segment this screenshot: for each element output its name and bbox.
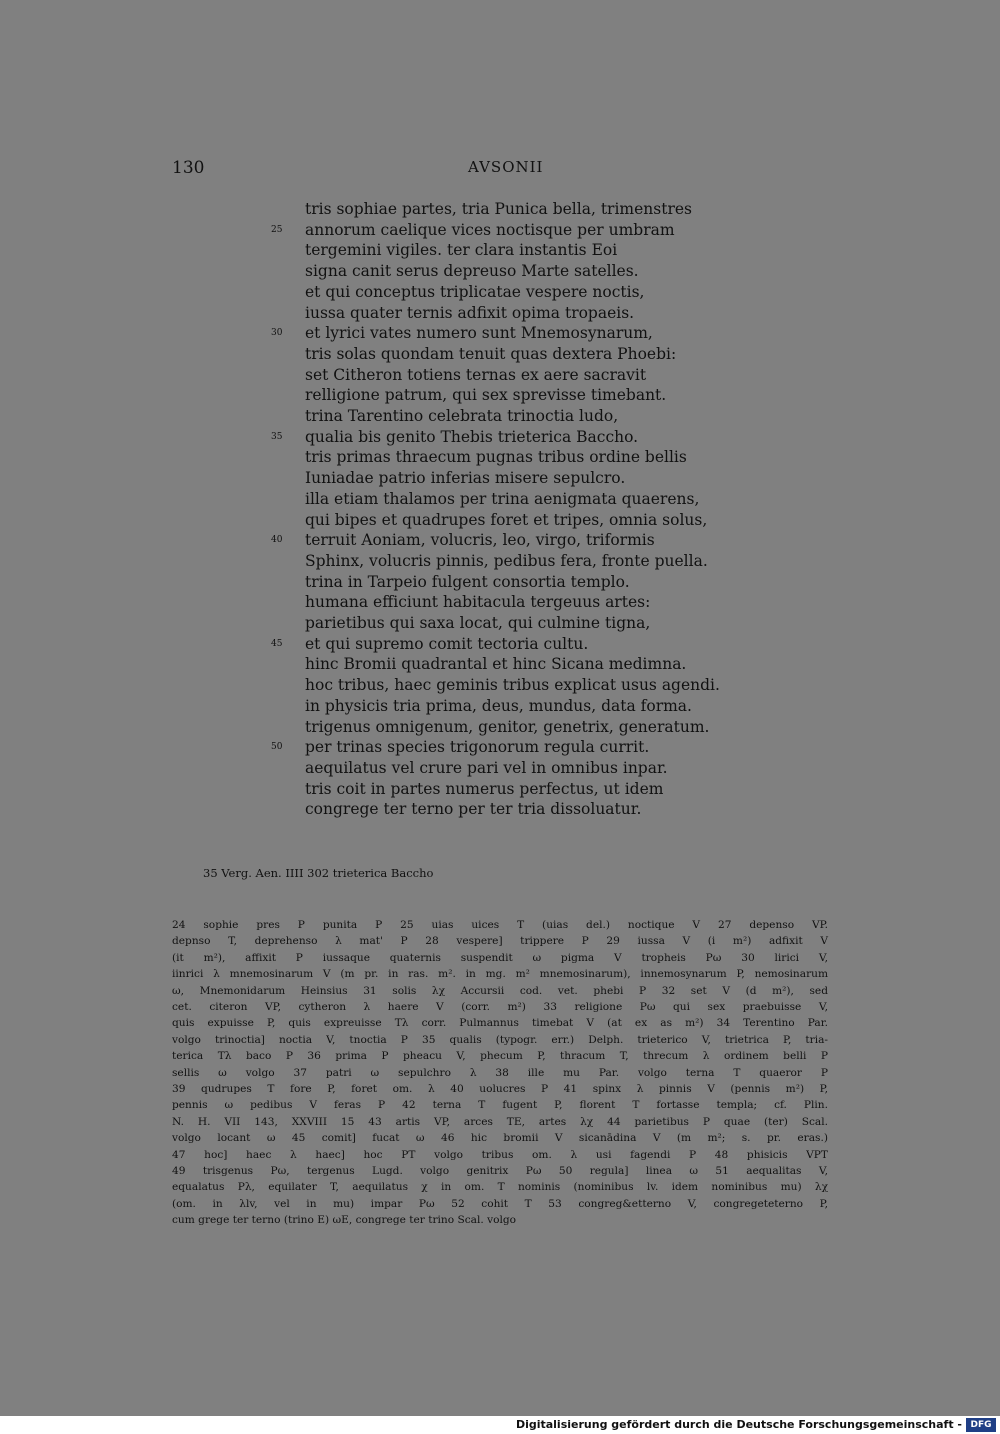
- line-number: 35: [271, 431, 283, 442]
- apparatus-line: equalatus Pλ, equilater T, aequilatus χ in om. T nominis (nominibus lv. idem nominibus mu) λχ: [172, 1181, 828, 1194]
- verse-line: Iuniadae patrio inferias misere sepulcro.: [305, 469, 626, 488]
- verse-line: tris primas thraecum pugnas tribus ordine bellis: [305, 448, 687, 467]
- apparatus-line: sellis ω volgo 37 patri ω sepulchro λ 38 ille mu Par. volgo terna T quaeror P: [172, 1066, 828, 1079]
- verse-line: hinc Bromii quadrantal et hinc Sicana medimna.: [305, 655, 687, 674]
- verse-line: in physicis tria prima, deus, mundus, data forma.: [305, 696, 692, 715]
- line-number: 30: [271, 328, 283, 339]
- line-number: 25: [271, 224, 283, 235]
- apparatus-line: pennis ω pedibus V feras P 42 terna T fugent P, florent T fortasse templa; cf. Plin.: [172, 1099, 828, 1112]
- verse-line: iussa quater ternis adfixit opima tropaeis.: [305, 303, 635, 322]
- apparatus-line: cum grege ter terno (trino E) ωE, congrege ter trino Scal. volgo: [172, 1214, 517, 1227]
- verse-line: congrege ter terno per ter tria dissoluatur.: [305, 800, 642, 819]
- verse-line: hoc tribus, haec geminis tribus explicat usus agendi.: [305, 676, 720, 695]
- verse-line: et lyrici vates numero sunt Mnemosynarum,: [305, 324, 653, 343]
- apparatus-line: N. H. VII 143, XXVIII 15 43 artis VP, arces TE, artes λχ 44 parietibus P quae (ter) Scal.: [172, 1115, 828, 1128]
- line-number: 50: [271, 742, 283, 753]
- running-title: AVSONII: [468, 158, 544, 176]
- verse-line: trigenus omnigenum, genitor, genetrix, generatum.: [305, 717, 710, 736]
- dfg-logo: DFG: [966, 1418, 996, 1432]
- verse-line: relligione patrum, qui sex sprevisse timebant.: [305, 386, 667, 405]
- apparatus-line: 49 trisgenus Pω, tergenus Lugd. volgo genitrix Pω 50 regula] linea ω 51 aequalitas V,: [172, 1165, 828, 1177]
- verse-line: humana efficiunt habitacula tergeuus artes:: [305, 593, 651, 612]
- apparatus-line: volgo locant ω 45 comit] fucat ω 46 hic bromii V sicanādina V (m m²; s. pr. eras.): [172, 1132, 828, 1145]
- verse-line: terruit Aoniam, volucris, leo, virgo, triformis: [305, 531, 655, 550]
- verse-line: trina Tarentino celebrata trinoctia ludo,: [305, 407, 619, 425]
- verse-line: et qui conceptus triplicatae vespere noctis,: [305, 282, 645, 301]
- apparatus-line: terica Tλ baco P 36 prima P pheacu V, phecum P, thracum T, threcum λ ordinem belli P: [172, 1050, 828, 1063]
- line-number: 40: [271, 535, 283, 546]
- verse-line: tris coit in partes numerus perfectus, ut idem: [305, 779, 664, 798]
- apparatus-line: depnso T, deprehenso λ mat' P 28 vespere] trippere P 29 iussa V (i m²) adfixit V: [172, 935, 828, 948]
- line-number: 45: [271, 638, 283, 649]
- verse-line: parietibus qui saxa locat, qui culmine tigna,: [305, 614, 651, 632]
- apparatus-line: ω, Mnemonidarum Heinsius 31 solis λχ Accursii cod. vet. phebi P 32 set V (d m²), sed: [172, 984, 828, 997]
- footer-bar: [0, 1416, 1000, 1434]
- verse-line: illa etiam thalamos per trina aenigmata quaerens,: [305, 489, 700, 508]
- verse-line: et qui supremo comit tectoria cultu.: [305, 634, 589, 653]
- verse-line: per trinas species trigonorum regula currit.: [305, 738, 650, 757]
- apparatus-line: 24 sophie pres P punita P 25 uias uices T (uias del.) noctique V 27 depenso VP.: [172, 919, 828, 931]
- apparatus-line: 39 qudrupes T fore P, foret om. λ 40 uolucres P 41 spinx λ pinnis V (pennis m²) P,: [172, 1083, 828, 1095]
- verse-line: aequilatus vel crure pari vel in omnibus inpar.: [305, 758, 668, 777]
- apparatus-fontium: 35 Verg. Aen. IIII 302 trieterica Baccho: [203, 866, 434, 880]
- apparatus-line: iinrici λ mnemosinarum V (m pr. in ras. m². in mg. m² mnemosinarum), innemosynarum P, nemosinarum: [172, 968, 828, 981]
- apparatus-line: 47 hoc] haec λ haec] hoc PT volgo tribus om. λ usi fagendi P 48 phisicis VPT: [172, 1148, 828, 1161]
- verse-line: set Citheron totiens ternas ex aere sacravit: [305, 365, 647, 384]
- verse-line: qui bipes et quadrupes foret et tripes, omnia solus,: [305, 510, 708, 529]
- apparatus-line: (om. in λlv, vel in mu) impar Pω 52 cohit T 53 congreg&etterno V, congregeteterno P,: [172, 1197, 828, 1210]
- footer-credit: Digitalisierung gefördert durch die Deutsche Forschungsgemeinschaft -: [515, 1418, 962, 1431]
- verse-line: signa canit serus depreuso Marte satelles.: [305, 262, 639, 281]
- verse-line: Sphinx, volucris pinnis, pedibus fera, fronte puella.: [305, 551, 708, 570]
- verse-line: trina in Tarpeio fulgent consortia templo.: [305, 572, 630, 591]
- verse-line: qualia bis genito Thebis trieterica Baccho.: [305, 427, 639, 446]
- page-number: 130: [172, 158, 205, 178]
- apparatus-line: cet. citeron VP, cytheron λ haere V (corr. m²) 33 religione Pω qui sex praebuisse V,: [172, 1001, 828, 1013]
- verse-line: tris solas quondam tenuit quas dextera Phoebi:: [305, 344, 677, 363]
- apparatus-line: volgo trinoctia] noctia V, tnoctia P 35 qualis (typogr. err.) Delph. trieterico V, trietrica P, tria-: [172, 1033, 828, 1046]
- verse-line: tergemini vigiles. ter clara instantis Eoi: [305, 241, 618, 260]
- apparatus-line: (it m²), affixit P iussaque quaternis suspendit ω pigma V tropheis Pω 30 lirici V,: [172, 951, 828, 964]
- verse-line: annorum caelique vices noctisque per umbram: [305, 220, 675, 239]
- verse-line: tris sophiae partes, tria Punica bella, trimenstres: [305, 200, 692, 218]
- apparatus-line: quis expuisse P, quis expreuisse Tλ corr. Pulmannus timebat V (at ex as m²) 34 Terentino Par.: [172, 1017, 828, 1030]
